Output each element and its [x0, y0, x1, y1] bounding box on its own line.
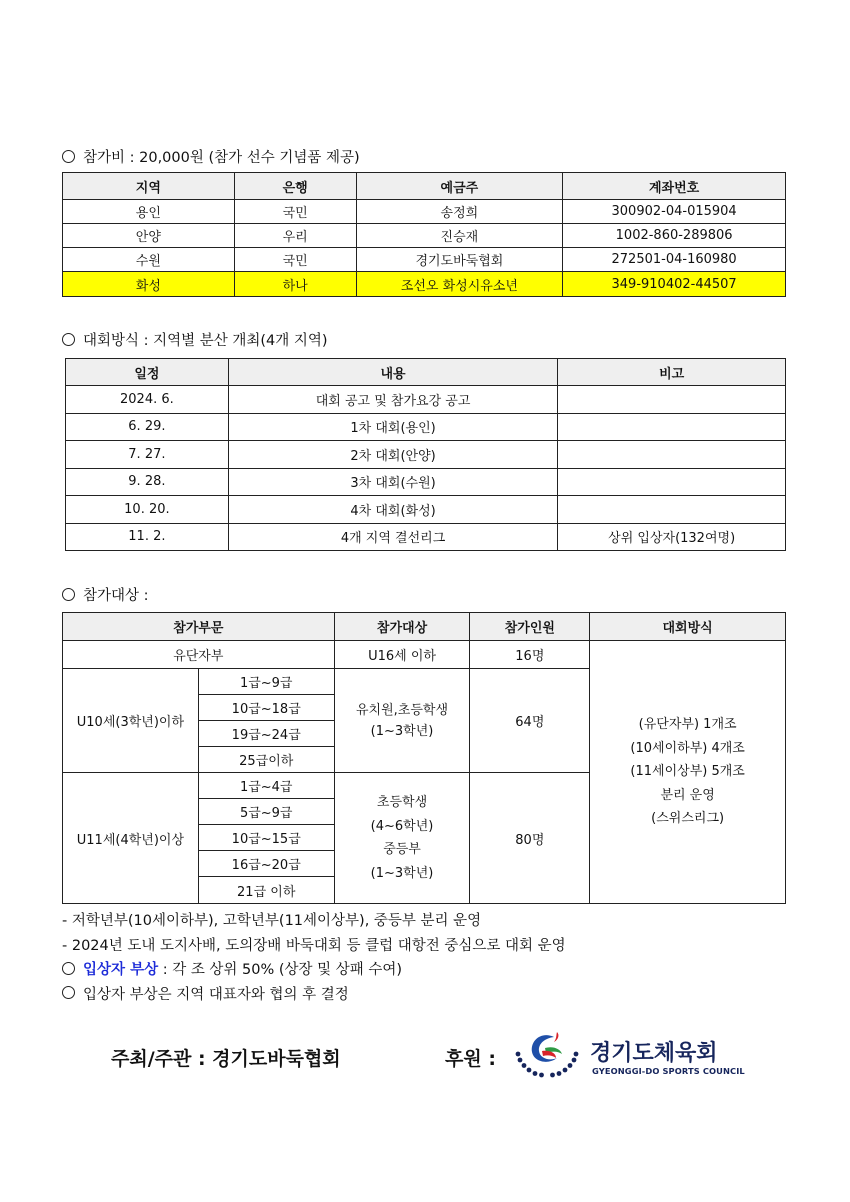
dan-count-cell: 16명 [470, 641, 590, 669]
sponsor-name-en: GYEONGGI-DO SPORTS COUNCIL [592, 1066, 745, 1076]
u10-target-line: 유치원,초등학생 [356, 702, 449, 718]
schedule-cell: 1차 대회(용인) [228, 413, 558, 441]
participants-header-division: 참가부문 [63, 613, 335, 641]
table-row [66, 496, 786, 524]
table-row [66, 523, 786, 551]
grade-cell: 16급~20급 [198, 851, 334, 877]
fee-cell: 화성 [63, 272, 235, 297]
host-text: 주최/주관 : 경기도바둑협회 [111, 1048, 341, 1070]
grade-cell: 1급~9급 [198, 669, 334, 695]
notes-block [62, 909, 566, 1007]
schedule-header-note: 비고 [558, 359, 786, 386]
schedule-cell: 2024. 6. [66, 386, 229, 414]
table-row [63, 641, 786, 669]
sports-council-logo-icon [512, 1028, 582, 1080]
schedule-cell [558, 441, 786, 469]
schedule-header-content: 내용 [228, 359, 558, 386]
fee-cell: 국민 [234, 248, 356, 272]
u11-target-line: (1~3학년) [370, 865, 434, 881]
u11-count-cell: 80명 [470, 773, 590, 904]
note-line: - 저학년부(10세이하부), 고학년부(11세이상부), 중등부 분리 운영 [62, 913, 482, 929]
fee-header-region: 지역 [63, 173, 235, 200]
fee-cell: 272501-04-160980 [563, 248, 786, 272]
fee-header-bank: 은행 [234, 173, 356, 200]
dan-target-cell: U16세 이하 [334, 641, 470, 669]
fee-cell: 수원 [63, 248, 235, 272]
format-heading-text: 대회방식 : 지역별 분산 개최(4개 지역) [83, 333, 328, 349]
method-line: (11세이상부) 5개조 [630, 764, 745, 780]
participants-header-method: 대회방식 [590, 613, 786, 641]
schedule-cell [558, 468, 786, 496]
format-heading [62, 329, 328, 350]
fee-cell: 진승재 [356, 224, 563, 248]
u10-target-line: (1~3학년) [370, 723, 434, 739]
schedule-cell: 6. 29. [66, 413, 229, 441]
grade-cell: 19급~24급 [198, 721, 334, 747]
note-decision-line [62, 983, 566, 1008]
schedule-cell: 7. 27. [66, 441, 229, 469]
fee-cell: 안양 [63, 224, 235, 248]
circle-bullet-icon [62, 150, 75, 163]
note-line: - 2024년 도내 도지사배, 도의장배 바둑대회 등 클럽 대항전 중심으로 대회 운영 [62, 937, 566, 954]
schedule-cell [558, 496, 786, 524]
participants-table [62, 612, 786, 904]
grade-cell: 25급이하 [198, 747, 334, 773]
fee-cell: 1002-860-289806 [563, 224, 786, 248]
method-cell [590, 641, 786, 904]
decision-text: 입상자 부상은 지역 대표자와 협의 후 결정 [83, 986, 349, 1003]
fee-cell: 하나 [234, 272, 356, 297]
schedule-table-header [66, 359, 786, 386]
fee-cell: 조선오 화성시유소년 [356, 272, 563, 297]
method-line: (스위스리그) [651, 811, 725, 827]
table-row [66, 468, 786, 496]
schedule-header-date: 일정 [66, 359, 229, 386]
participants-header-count: 참가인원 [470, 613, 590, 641]
schedule-cell: 2차 대회(안양) [228, 441, 558, 469]
prize-label: 입상자 부상 [83, 962, 159, 978]
u11-division-cell: U11세(4학년)이상 [63, 773, 199, 904]
fee-heading-text: 참가비 : 20,000원 (참가 선수 기념품 제공) [83, 150, 360, 166]
circle-bullet-icon [62, 986, 75, 999]
circle-bullet-icon [62, 333, 75, 346]
circle-bullet-icon [62, 962, 75, 975]
schedule-table [65, 358, 786, 551]
table-row [63, 200, 786, 224]
fee-header-holder: 예금주 [356, 173, 563, 200]
participants-table-header [63, 613, 786, 641]
schedule-cell: 9. 28. [66, 468, 229, 496]
method-line: (10세이하부) 4개조 [630, 740, 745, 756]
participants-header-target: 참가대상 [334, 613, 470, 641]
fee-header-account: 계좌번호 [563, 173, 786, 200]
prize-text: : 각 조 상위 50% (상장 및 상패 수여) [158, 962, 403, 978]
grade-cell: 10급~15급 [198, 825, 334, 851]
schedule-cell [558, 386, 786, 414]
target-heading-text: 참가대상 : [83, 588, 149, 604]
fee-cell: 국민 [234, 200, 356, 224]
grade-cell: 21급 이하 [198, 877, 334, 904]
fee-cell: 우리 [234, 224, 356, 248]
sponsor-name: 경기도체육회 [590, 1041, 718, 1066]
u11-target-line: 초등학생 [376, 795, 428, 810]
fee-heading [62, 146, 360, 167]
u11-target-line: (4~6학년) [370, 818, 434, 834]
u11-target-cell [334, 773, 470, 904]
schedule-cell: 11. 2. [66, 523, 229, 551]
u11-target-line: 중등부 [383, 842, 421, 857]
grade-cell: 1급~4급 [198, 773, 334, 799]
target-heading [62, 584, 149, 605]
fee-cell: 용인 [63, 200, 235, 224]
fee-cell: 300902-04-015904 [563, 200, 786, 224]
table-row [66, 441, 786, 469]
dan-division-cell: 유단자부 [63, 641, 335, 669]
sponsor-label: 후원 : [445, 1048, 496, 1070]
method-line: 분리 운영 [660, 787, 715, 803]
table-row [63, 224, 786, 248]
grade-cell: 10급~18급 [198, 695, 334, 721]
note-prize-line [62, 958, 566, 983]
schedule-cell: 3차 대회(수원) [228, 468, 558, 496]
schedule-cell: 대회 공고 및 참가요강 공고 [228, 386, 558, 414]
grade-cell: 5급~9급 [198, 799, 334, 825]
method-line: (유단자부) 1개조 [638, 717, 737, 733]
circle-bullet-icon [62, 588, 75, 601]
schedule-cell [558, 413, 786, 441]
fee-cell: 경기도바둑협회 [356, 248, 563, 272]
schedule-cell: 상위 입상자(132여명) [558, 523, 786, 551]
fee-table-header [63, 173, 786, 200]
schedule-cell: 4개 지역 결선리그 [228, 523, 558, 551]
u10-count-cell: 64명 [470, 669, 590, 773]
schedule-cell: 4차 대회(화성) [228, 496, 558, 524]
fee-cell: 349-910402-44507 [563, 272, 786, 297]
table-row [63, 248, 786, 272]
table-row-highlighted [63, 272, 786, 297]
u10-division-cell: U10세(3학년)이하 [63, 669, 199, 773]
u10-target-cell [334, 669, 470, 773]
table-row [66, 386, 786, 414]
fee-cell: 송정희 [356, 200, 563, 224]
table-row [66, 413, 786, 441]
fee-table [62, 172, 786, 297]
schedule-cell: 10. 20. [66, 496, 229, 524]
